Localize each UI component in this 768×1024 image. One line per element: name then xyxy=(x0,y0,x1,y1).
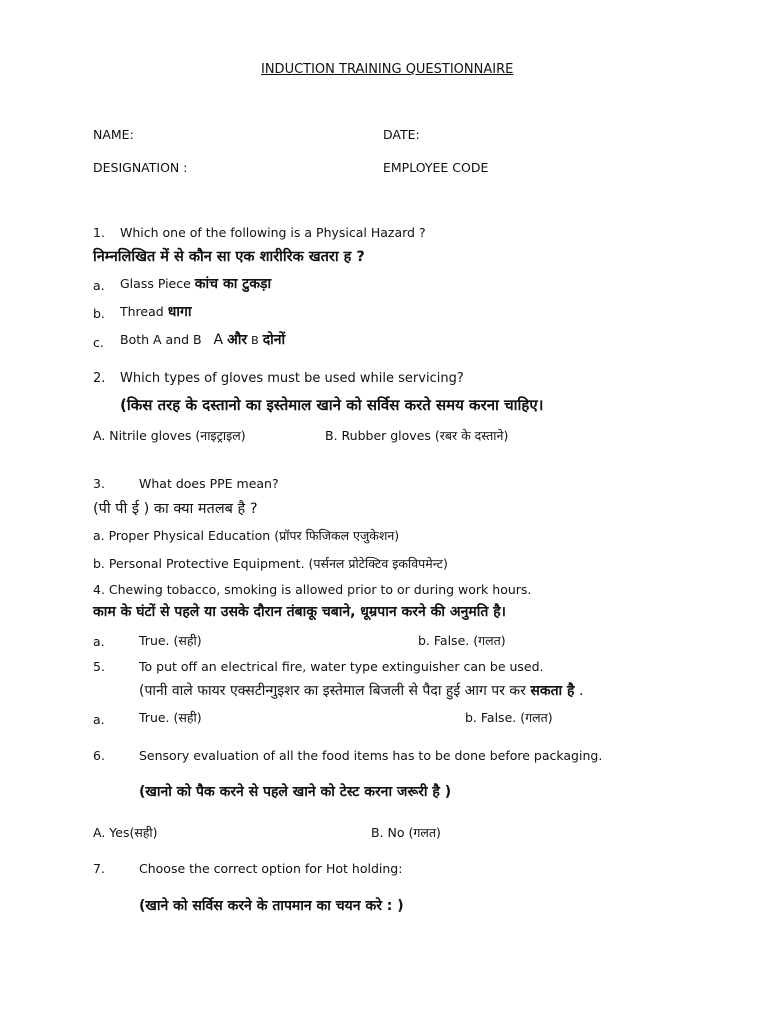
q1-number: 1. xyxy=(93,225,105,240)
q1-option-c-label: c. xyxy=(93,335,104,350)
q1-option-b-label: b. xyxy=(93,306,105,321)
q1-option-a-hindi: कांच का टुकड़ा xyxy=(194,276,272,292)
name-field-label: NAME: xyxy=(93,127,134,142)
q5-hindi xyxy=(139,681,583,701)
q5-hindi-bold: सकता है xyxy=(530,683,575,699)
q3-number: 3. xyxy=(93,476,105,491)
q1-option-c-aur: और xyxy=(227,332,248,348)
q1-option-b xyxy=(120,304,191,320)
q3-hindi: (पी पी ई ) का क्या मतलब है ? xyxy=(93,501,258,517)
q1-option-b-hindi: धागा xyxy=(167,304,192,320)
employee-code-field-label: EMPLOYEE CODE xyxy=(383,160,489,175)
q1-option-a xyxy=(120,276,271,292)
q5-text: To put off an electrical fire, water type extinguisher can be used. xyxy=(139,659,544,674)
q5-hindi-text: (पानी वाले फायर एक्सटीन्गुइशर का इस्तेमाल बिजली से पैदा हुई आग पर कर xyxy=(139,683,526,699)
q3-text: What does PPE mean? xyxy=(139,476,279,491)
q6-option-b: B. No (गलत) xyxy=(371,825,441,840)
q1-option-c xyxy=(120,332,285,349)
q1-option-c-a: A xyxy=(213,332,224,348)
q3-option-b: b. Personal Protective Equipment. (पर्सनल प्रोटेक्टिव इकविपमेन्ट) xyxy=(93,556,448,571)
date-field-label: DATE: xyxy=(383,127,420,142)
q5-option-b: b. False. (गलत) xyxy=(465,710,553,725)
q1-option-a-label: a. xyxy=(93,278,105,293)
q4-option-a: True. (सही) xyxy=(139,633,202,648)
q6-number: 6. xyxy=(93,748,105,763)
q3-option-a: a. Proper Physical Education (प्रॉपर फिजिकल एजुकेशन) xyxy=(93,528,400,543)
q1-hindi: निम्नलिखित में से कौन सा एक शारीरिक खतरा ह ? xyxy=(93,249,365,265)
q2-option-a: A. Nitrile gloves (नाइट्राइल) xyxy=(93,428,246,443)
q6-hindi: (खानो को पैक करने से पहले खाने को टेस्ट करना जरूरी है ) xyxy=(139,784,452,800)
q6-option-a: A. Yes(सही) xyxy=(93,825,158,840)
q4-option-b: b. False. (गलत) xyxy=(418,633,506,648)
q1-option-a-text: Glass Piece xyxy=(120,276,191,291)
q5-option-a-label: a. xyxy=(93,712,105,727)
designation-field-label: DESIGNATION : xyxy=(93,160,188,175)
q2-text: Which types of gloves must be used while servicing? xyxy=(120,371,464,386)
document-title: INDUCTION TRAINING QUESTIONNAIRE xyxy=(261,62,514,77)
q7-text: Choose the correct option for Hot holding: xyxy=(139,861,403,876)
q5-hindi-end: . xyxy=(578,683,584,699)
q7-hindi: (खाने को सर्विस करने के तापमान का चयन करे : ) xyxy=(139,898,404,914)
q6-text: Sensory evaluation of all the food items has to be done before packaging. xyxy=(139,748,603,763)
q1-text: Which one of the following is a Physical Hazard ? xyxy=(120,225,426,240)
q4-option-a-label: a. xyxy=(93,634,105,649)
q1-option-b-text: Thread xyxy=(120,304,164,319)
q2-option-b: B. Rubber gloves (रबर के दस्ताने) xyxy=(325,428,509,443)
q5-option-a: True. (सही) xyxy=(139,710,202,725)
q1-option-c-donon: दोनों xyxy=(262,332,286,348)
q2-number: 2. xyxy=(93,371,106,386)
q2-hindi: (किस तरह के दस्तानो का इस्तेमाल खाने को सर्विस करते समय करना चाहिए। xyxy=(120,396,544,414)
q7-number: 7. xyxy=(93,861,105,876)
q1-option-c-text: Both A and B xyxy=(120,332,202,347)
q5-number: 5. xyxy=(93,659,105,674)
q4-text: 4. Chewing tobacco, smoking is allowed prior to or during work hours. xyxy=(93,582,532,597)
q1-option-c-b: B xyxy=(251,334,259,347)
q4-hindi: काम के घंटों से पहले या उसके दौरान तंबाकू चबाने, धूम्रपान करने की अनुमति है। xyxy=(93,604,506,620)
